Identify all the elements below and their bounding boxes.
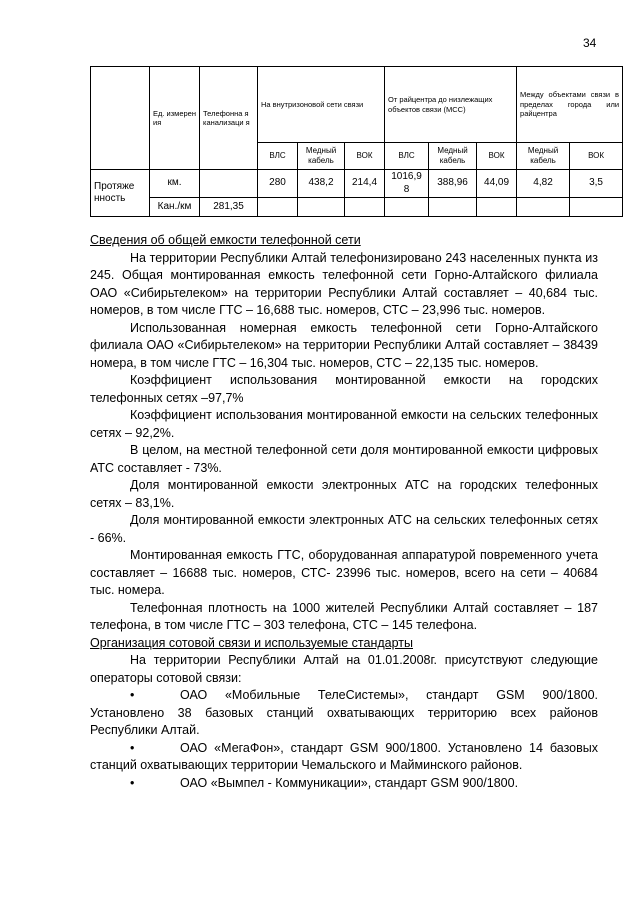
cell-vls-1: 280	[258, 170, 298, 198]
table-cell	[258, 198, 298, 217]
bullet-icon: •	[130, 740, 135, 755]
table-cell	[385, 198, 429, 217]
paragraph: Использованная номерная емкость телефонной сети Горно-Алтайского филиала ОАО «Сибирьтелеком» на территории Республики Алтай составляет – 38439 номера, в том числе ГТС – 16,304 тыс. номеров, СТС – 22,135 тыс. номеров.	[90, 320, 598, 370]
subheader-vls-2: ВЛС	[385, 143, 429, 170]
subheader-vok-3: ВОК	[570, 143, 623, 170]
subheader-vok-1: ВОК	[345, 143, 385, 170]
paragraph: Монтированная емкость ГТС, оборудованная аппаратурой повременного учета составляет – 16688 тыс. номеров, СТС- 23996 тыс. номеров, всего на сети – 40684 тыс. номера.	[90, 548, 598, 597]
header-district: От райцентра до низлежащих объектов связи (МСС)	[385, 67, 517, 143]
row2-duct: 281,35	[200, 198, 258, 217]
subheader-copper-1: Медный кабель	[298, 143, 345, 170]
paragraph: На территории Республики Алтай телефонизировано 243 населенных пункта из 245. Общая монтированная емкость телефонной сети Горно-Алтайского филиала ОАО «Сибирьтелеком» на территории Республики Алтай составляет – 40,684 тыс. номеров, в том числе ГТС – 16,688 тыс. номеров, СТС – 23,996 тыс. номеров.	[90, 250, 598, 317]
list-item-text: ОАО «Мобильные ТелеСистемы», стандарт GSM 900/1800. Установлено 38 базовых станций охватывающих территорию всех районов Республики Алтай.	[90, 688, 598, 737]
cell-vls-2: 1016,9 8	[385, 170, 429, 198]
cell-copper-1: 438,2	[298, 170, 345, 198]
cell-copper-2: 388,96	[429, 170, 477, 198]
cell-copper-3: 4,82	[517, 170, 570, 198]
table-cell	[477, 198, 517, 217]
table-cell	[345, 198, 385, 217]
capacity-table	[90, 66, 623, 217]
subheader-vok-2: ВОК	[477, 143, 517, 170]
paragraph: Коэффициент использования монтированной емкости на городских телефонных сетях –97,7%	[90, 373, 598, 405]
table-cell	[570, 198, 623, 217]
paragraph: Коэффициент использования монтированной емкости на сельских телефонных сетях – 92,2%.	[90, 408, 598, 440]
subheader-vls-1: ВЛС	[258, 143, 298, 170]
paragraph: В целом, на местной телефонной сети доля монтированной емкости цифровых АТС составляет - 73%.	[90, 443, 598, 475]
paragraph: Доля монтированной емкости электронных АТС на сельских телефонных сетях - 66%.	[90, 513, 598, 545]
subheader-copper-2: Медный кабель	[429, 143, 477, 170]
header-unit: Ед. измерен ия	[150, 67, 200, 170]
section-heading-capacity: Сведения об общей емкости телефонной сети	[90, 233, 361, 247]
row2-unit: Кан./км	[150, 198, 200, 217]
paragraph-intro: На территории Республики Алтай на 01.01.2008г. присутствуют следующие операторы сотовой связи:	[90, 653, 598, 685]
table-corner-cell	[91, 67, 150, 170]
section-heading-cellular: Организация сотовой связи и используемые стандарты	[90, 635, 413, 650]
paragraph: Доля монтированной емкости электронных АТС на городских телефонных сетях – 83,1%.	[90, 478, 598, 510]
header-between: Между объектами связи в пределах города или райцентра	[517, 67, 623, 143]
table-cell	[298, 198, 345, 217]
cell-vok-1: 214,4	[345, 170, 385, 198]
bullet-icon: •	[130, 775, 135, 790]
cell-vok-2: 44,09	[477, 170, 517, 198]
page-number: 34	[583, 36, 597, 50]
table-cell	[429, 198, 477, 217]
bullet-icon: •	[130, 688, 135, 702]
list-item-text: ОАО «Вымпел - Коммуникации», стандарт GSM 900/1800.	[180, 775, 519, 790]
list-item	[90, 740, 598, 775]
subheader-copper-3: Медный кабель	[517, 143, 570, 170]
header-duct: Телефонна я канализаци я	[200, 67, 258, 170]
table-cell	[517, 198, 570, 217]
row1-duct	[200, 170, 258, 198]
paragraph: Телефонная плотность на 1000 жителей Республики Алтай составляет – 187 телефона, в том числе ГТС – 303 телефона, СТС – 145 телефона.	[90, 600, 598, 632]
body-text	[90, 232, 598, 792]
row1-unit: км.	[150, 170, 200, 198]
list-item-text: ОАО «МегаФон», стандарт GSM 900/1800. Установлено 14 базовых станций охватывающих территории Чемальского и Майминского районов.	[90, 740, 598, 772]
list-item	[90, 775, 598, 793]
cell-vok-3: 3,5	[570, 170, 623, 198]
row-label-length: Протяже нность	[91, 170, 150, 217]
header-intrazone: На внутризоновой сети связи	[258, 67, 385, 143]
list-item	[90, 687, 598, 740]
